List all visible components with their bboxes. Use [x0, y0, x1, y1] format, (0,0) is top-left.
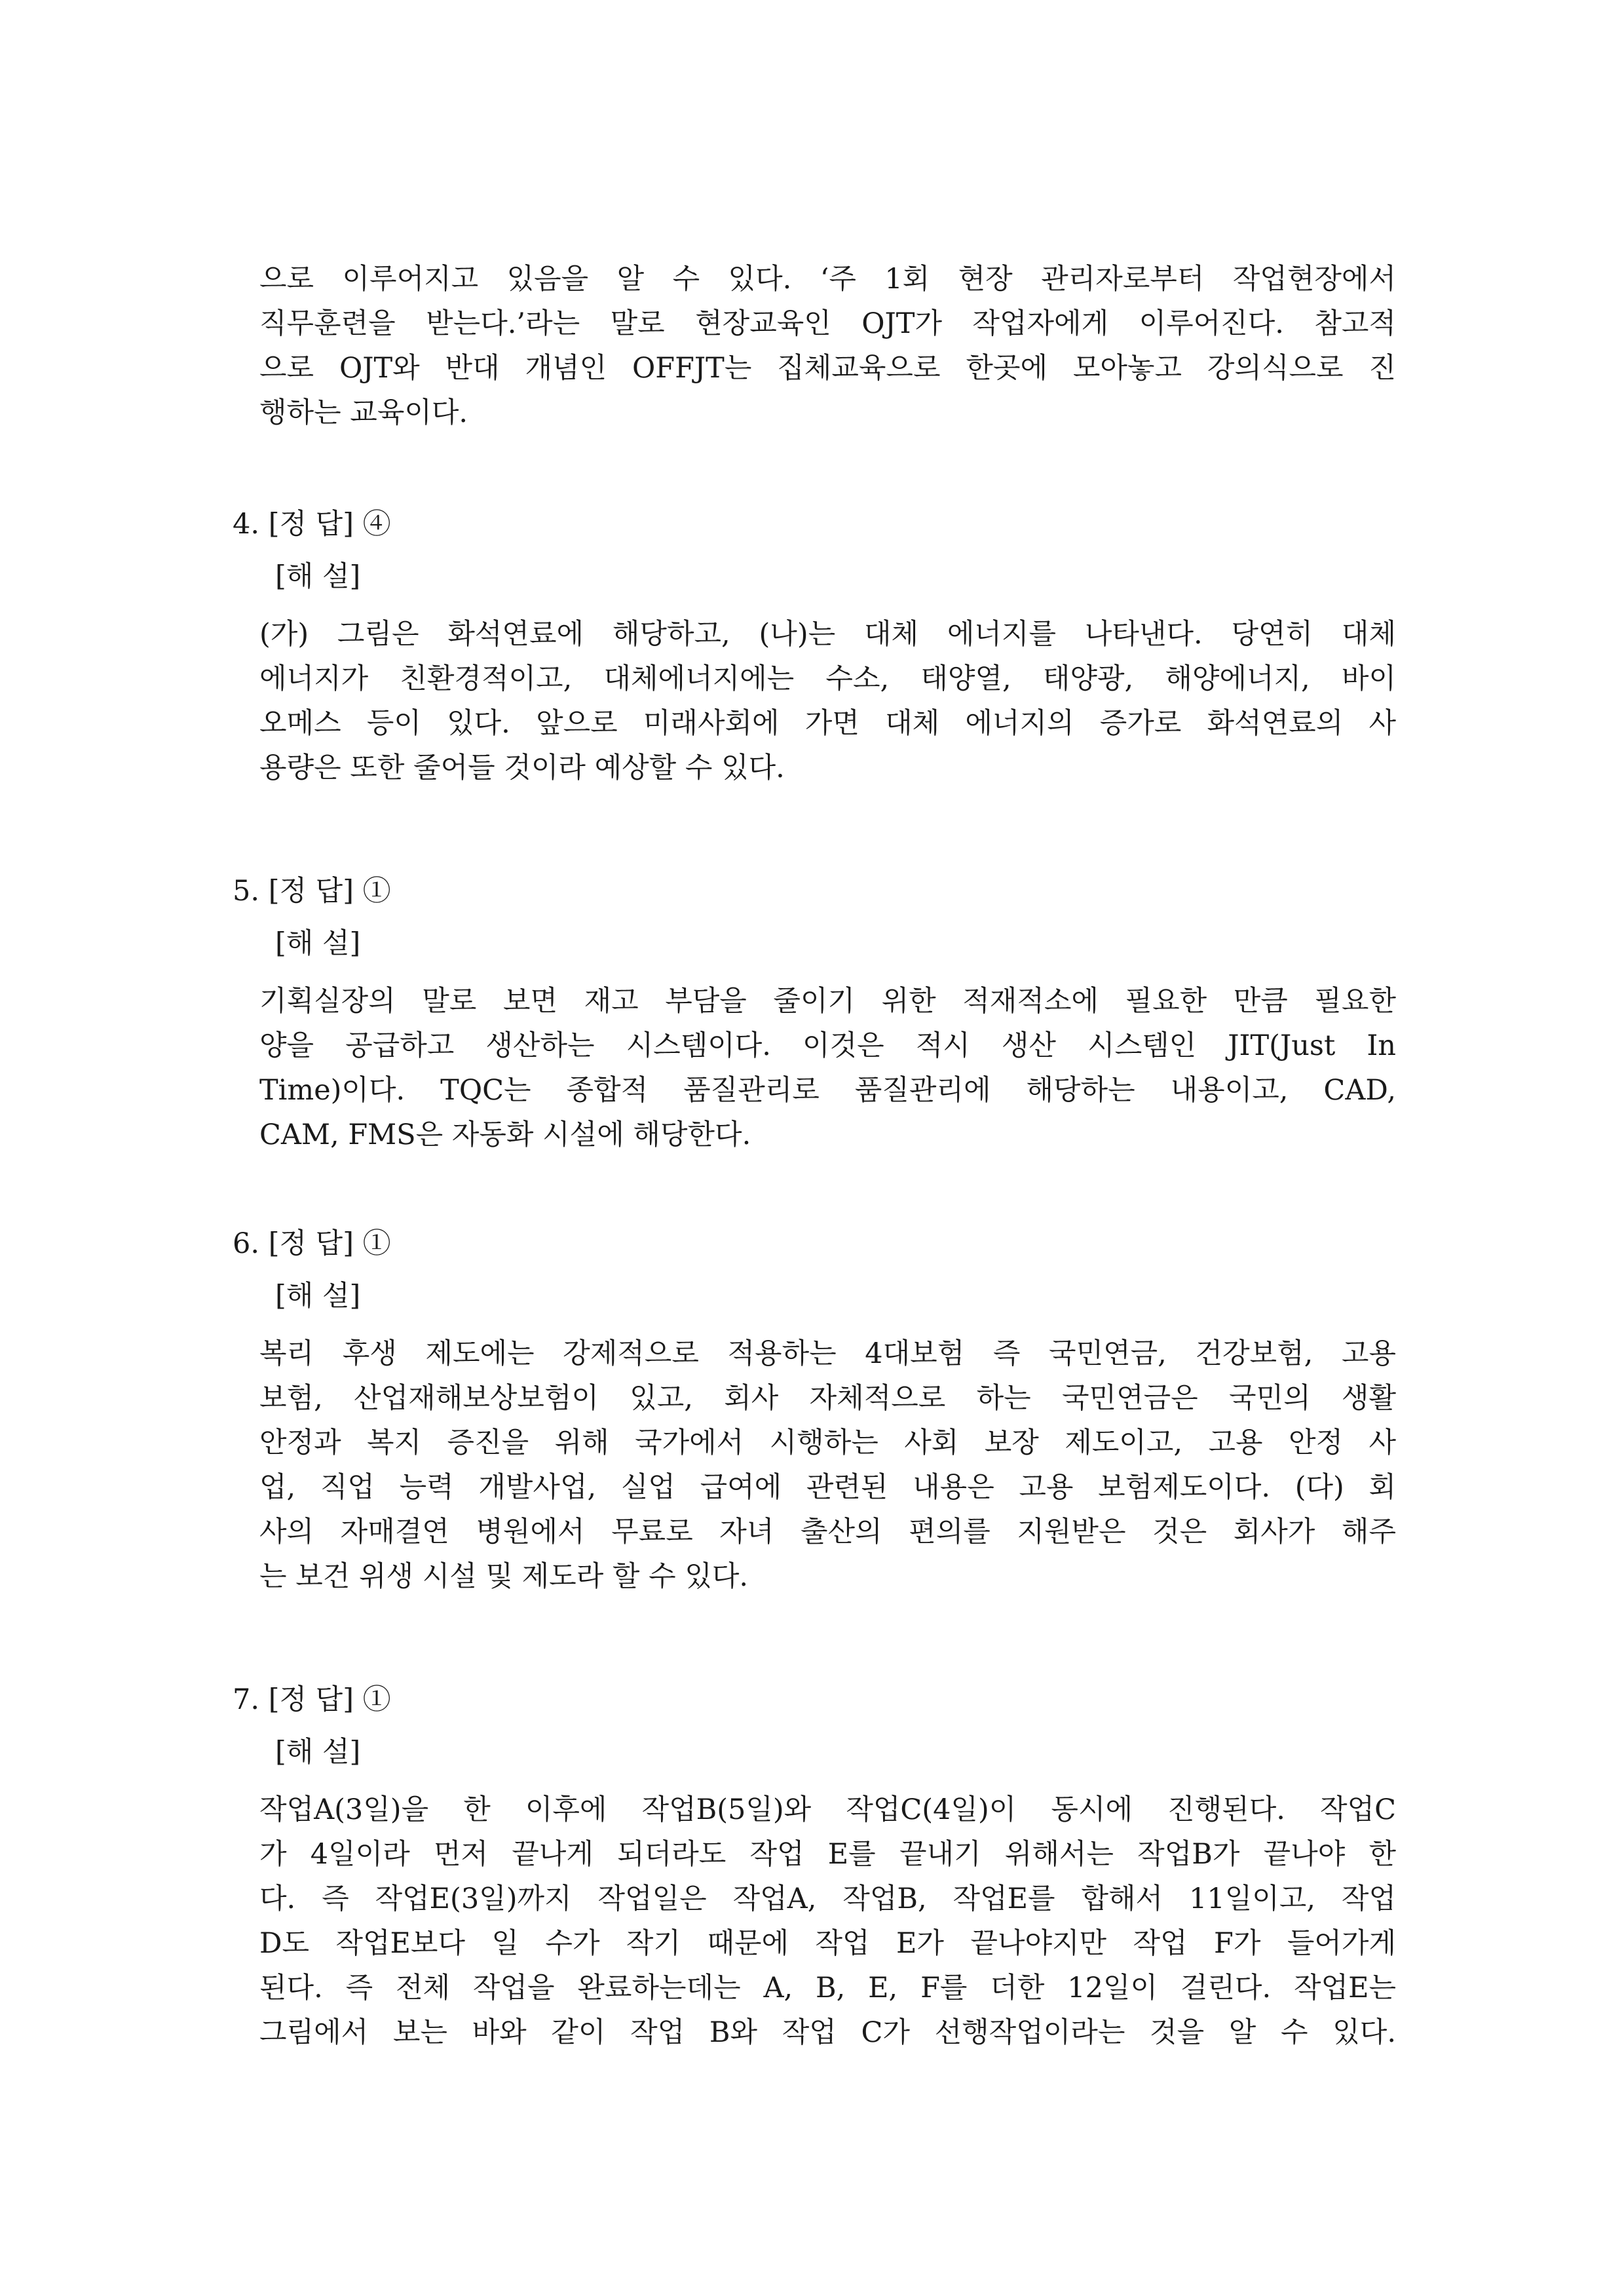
intro-line: 으로 이루어지고 있음을 알 수 있다. ‘주 1회 현장 관리자로부터 작업현장에서	[259, 263, 1396, 296]
intro-line: 직무훈련을 받는다.’라는 말로 현장교육인 OJT가 작업자에게 이루어진다. 참고적	[259, 307, 1396, 340]
explanation-line: 그림에서 보는 바와 같이 작업 B와 작업 C가 선행작업이라는 것을 알 수 있다.	[259, 2016, 1396, 2049]
explanation-heading-5: [해 설]	[275, 927, 361, 960]
explanation-line: 다. 즉 작업E(3일)까지 작업일은 작업A, 작업B, 작업E를 합해서 11일이고, 작업	[259, 1883, 1396, 1915]
explanation-paragraph-4	[259, 612, 1396, 790]
intro-paragraph	[259, 257, 1396, 435]
explanation-line: 사의 자매결연 병원에서 무료로 자녀 출산의 편의를 지원받은 것은 회사가 해주	[259, 1516, 1396, 1548]
explanation-line: CAM, FMS은 자동화 시설에 해당한다.	[259, 1119, 751, 1151]
explanation-heading-7: [해 설]	[275, 1736, 361, 1769]
answer-heading-6: 6. [정 답] ①	[233, 1227, 391, 1260]
explanation-line: 가 4일이라 먼저 끝나게 되더라도 작업 E를 끝내기 위해서는 작업B가 끝나야 한	[259, 1838, 1396, 1871]
explanation-line: 업, 직업 능력 개발사업, 실업 급여에 관련된 내용은 고용 보험제도이다. (다) 회	[259, 1471, 1396, 1504]
answer-heading-5: 5. [정 답] ①	[233, 875, 391, 908]
explanation-line: 는 보건 위생 시설 및 제도라 할 수 있다.	[259, 1560, 749, 1593]
explanation-line: 오메스 등이 있다. 앞으로 미래사회에 가면 대체 에너지의 증가로 화석연료의 사	[259, 707, 1396, 740]
answer-heading-4: 4. [정 답] ④	[233, 508, 391, 541]
explanation-line: 보험, 산업재해보상보험이 있고, 회사 자체적으로 하는 국민연금은 국민의 생활	[259, 1382, 1396, 1415]
explanation-line: Time)이다. TQC는 종합적 품질관리로 품질관리에 해당하는 내용이고, CAD,	[259, 1074, 1396, 1107]
intro-line: 행하는 교육이다.	[259, 396, 468, 429]
explanation-line: 안정과 복지 증진을 위해 국가에서 시행하는 사회 보장 제도이고, 고용 안정 사	[259, 1426, 1396, 1459]
explanation-paragraph-6	[259, 1331, 1396, 1599]
explanation-line: 작업A(3일)을 한 이후에 작업B(5일)와 작업C(4일)이 동시에 진행된다. 작업C	[259, 1793, 1396, 1826]
explanation-line: 용량은 또한 줄어들 것이라 예상할 수 있다.	[259, 752, 785, 784]
explanation-line: 된다. 즉 전체 작업을 완료하는데는 A, B, E, F를 더한 12일이 걸린다. 작업E는	[259, 1972, 1396, 2004]
explanation-heading-4: [해 설]	[275, 560, 361, 593]
explanation-line: (가) 그림은 화석연료에 해당하고, (나)는 대체 에너지를 나타낸다. 당연히 대체	[259, 618, 1396, 651]
explanation-line: 복리 후생 제도에는 강제적으로 적용하는 4대보험 즉 국민연금, 건강보험, 고용	[259, 1337, 1396, 1370]
intro-line: 으로 OJT와 반대 개념인 OFFJT는 집체교육으로 한곳에 모아놓고 강의식으로 진	[259, 352, 1396, 385]
explanation-heading-6: [해 설]	[275, 1280, 361, 1312]
explanation-line: 에너지가 친환경적이고, 대체에너지에는 수소, 태양열, 태양광, 해양에너지, 바이	[259, 662, 1396, 695]
explanation-paragraph-7	[259, 1788, 1396, 2055]
explanation-line: 기획실장의 말로 보면 재고 부담을 줄이기 위한 적재적소에 필요한 만큼 필요한	[259, 985, 1396, 1018]
explanation-line: D도 작업E보다 일 수가 작기 때문에 작업 E가 끝나야지만 작업 F가 들어가게	[259, 1927, 1396, 1960]
explanation-paragraph-5	[259, 979, 1396, 1157]
explanation-line: 양을 공급하고 생산하는 시스템이다. 이것은 적시 생산 시스템인 JIT(Just In	[259, 1029, 1396, 1062]
answer-heading-7: 7. [정 답] ①	[233, 1683, 391, 1716]
